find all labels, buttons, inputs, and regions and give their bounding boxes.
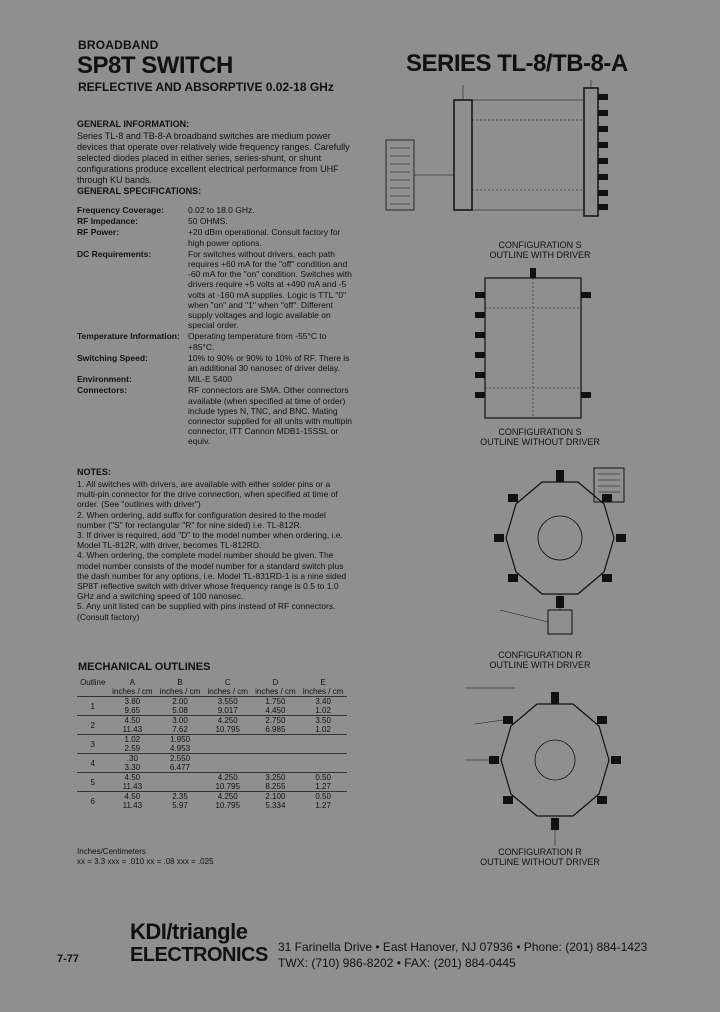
dimension-cell xyxy=(252,754,300,773)
dimension-cm: 1.02 xyxy=(315,725,331,734)
company-phone-fax: TWX: (710) 986-8202 • FAX: (201) 884-0445 xyxy=(278,956,516,970)
spec-row xyxy=(77,216,352,226)
dimension-inches: 2.100 xyxy=(265,792,286,801)
dimension-cm: 11.43 xyxy=(122,801,143,810)
spec-row xyxy=(77,227,352,247)
dimension-cm: 6.477 xyxy=(170,763,191,772)
table-row xyxy=(77,697,347,716)
spec-value: MIL-E 5400 xyxy=(188,374,232,385)
dimension-cm xyxy=(254,763,298,772)
dimension-cm: 5.08 xyxy=(172,706,188,715)
dimension-cm: 4.953 xyxy=(170,744,191,753)
spec-value: +20 dBm operational. Consult factory for high power options. xyxy=(188,227,341,248)
spec-value: 10% to 90% or 90% to 10% of RF. There is an additional 30 nanosec of driver delay. xyxy=(188,352,350,374)
spec-row xyxy=(77,331,352,351)
dimension-inches: 1.02 xyxy=(124,735,141,744)
tolerance-values: xx = 3.3 xxx = .010 xx = .08 xxx = .025 xyxy=(77,857,214,866)
outline-number: 1 xyxy=(77,697,108,716)
dimension-cell xyxy=(299,735,347,754)
outline-number: 6 xyxy=(77,792,108,811)
dimension-inches: 4.250 xyxy=(217,792,238,801)
general-specifications-heading: GENERAL SPECIFICATIONS: xyxy=(77,186,202,196)
dimension-cm: 10.795 xyxy=(215,801,240,810)
note-item: 1. All switches with drivers, are available with either solder pins or a multi-pin connector for the drive connection, when specified at time of order. (See "outlines with driver") xyxy=(77,479,338,510)
dimension-cell xyxy=(156,697,204,716)
dimension-cell xyxy=(204,773,252,792)
dimension-inches: 3.50 xyxy=(315,716,331,725)
dimension-cell xyxy=(108,735,156,754)
dimension-inches: 4.50 xyxy=(124,716,141,725)
dimension-cell xyxy=(156,716,204,735)
dimension-cell xyxy=(252,773,300,792)
dimension-cm xyxy=(206,744,250,753)
outline-number: 4 xyxy=(77,754,108,773)
dimension-inches: 3.00 xyxy=(172,716,188,725)
dimension-inches: .30 xyxy=(126,754,138,763)
dimension-inches xyxy=(301,754,345,763)
dimension-inches xyxy=(254,754,298,763)
dimension-cell xyxy=(252,716,300,735)
config-s-nodriver-drawing xyxy=(445,268,625,428)
dimension-inches: 2.750 xyxy=(265,716,286,725)
spec-value: 0.02 to 18.0 GHz. xyxy=(188,205,255,215)
dimension-cm: 5.334 xyxy=(265,801,286,810)
general-information xyxy=(77,119,352,186)
config-r-driver-caption: CONFIGURATION R OUTLINE WITH DRIVER xyxy=(489,650,591,670)
dimension-inches xyxy=(158,773,202,782)
mechanical-outlines-heading: MECHANICAL OUTLINES xyxy=(78,661,211,673)
dimension-cell xyxy=(252,697,300,716)
spec-row xyxy=(77,249,352,331)
page-subtitle: REFLECTIVE AND ABSORPTIVE 0.02-18 GHz xyxy=(78,80,334,94)
general-specifications xyxy=(77,205,352,448)
page-title: SP8T SWITCH xyxy=(77,52,233,79)
dimension-cm: 11.43 xyxy=(122,725,143,734)
config-r-driver-drawing xyxy=(470,460,650,650)
table-header-row xyxy=(77,678,347,687)
dimension-inches: 2.35 xyxy=(172,792,188,801)
config-s-driver-caption: CONFIGURATION S OUTLINE WITH DRIVER xyxy=(489,240,591,260)
dimension-cell xyxy=(108,754,156,773)
dimension-inches xyxy=(206,735,250,744)
unit-header xyxy=(77,687,108,697)
general-information-text: Series TL-8 and TB-8-A broadband switches are medium power devices that operate over relatively wide frequency ranges. Carefully selected diodes placed in either series, series-shunt, or shunt configurations produce excellent electrical performance from UHF through KU bands. xyxy=(77,131,350,185)
dimension-inches: 4.250 xyxy=(217,716,238,725)
dimension-inches: 3.80 xyxy=(124,697,141,706)
dimension-cm: 3.30 xyxy=(124,763,141,772)
dimension-inches: 3.250 xyxy=(265,773,286,782)
spec-value: RF connectors are SMA. Other connectors available (when specified at time of order) include types N, TNC, and BNC. Mating connector supplied for all units with multipin connector, ITT Cannon MDB1-15SSL or equiv. xyxy=(188,385,352,447)
dimension-cell xyxy=(156,773,204,792)
note-item: 3. If driver is required, add "D" to the model number when ordering, i.e. Model TL-812R, with driver, becomes TL-812RD. xyxy=(77,530,343,551)
spec-value: For switches without drivers, each path requires +60 mA for the "off" condition and -60 mA for the "on" condition. Switches with drivers require +5 volts at +490 mA and -5 volts at -160 mA supplies. Logic is TTL "0" when "on" and "1" when "off". Different supply voltages and logic available on special order. xyxy=(188,248,352,331)
table-body xyxy=(77,697,347,811)
dimension-inches: 4.250 xyxy=(217,773,238,782)
spec-label: Temperature Information: xyxy=(77,331,180,342)
spec-row xyxy=(77,353,352,373)
column-header: B xyxy=(177,678,183,687)
spec-value: Operating temperature from -55°C to +85°C. xyxy=(188,331,327,352)
outline-number: 3 xyxy=(77,735,108,754)
outline-number: 5 xyxy=(77,773,108,792)
unit-header: inches / cm xyxy=(112,687,153,696)
tolerance-heading: Inches/Centimeters xyxy=(77,847,146,856)
dimension-cm: 9.017 xyxy=(217,706,238,715)
dimension-cell xyxy=(108,697,156,716)
category-label: BROADBAND xyxy=(78,38,159,52)
dimension-cm: 10.795 xyxy=(215,782,240,791)
dimension-cell xyxy=(299,773,347,792)
dimension-inches xyxy=(206,754,250,763)
dimension-cm xyxy=(301,744,345,753)
tolerance-note xyxy=(77,847,337,867)
dimension-inches: 2.00 xyxy=(172,697,188,706)
spec-label: Switching Speed: xyxy=(77,352,148,363)
dimension-inches: 4.50 xyxy=(124,773,141,782)
dimension-cm: 4.450 xyxy=(265,706,286,715)
note-item: 2. When ordering, add suffix for configuration desired to the model number ("S" for rectangular "R" for nine sided) i.e. TL-812R. xyxy=(77,509,326,530)
dimension-cm xyxy=(254,744,298,753)
general-information-heading: GENERAL INFORMATION: xyxy=(77,119,190,129)
dimension-inches xyxy=(301,735,345,744)
spec-value: 50 OHMS. xyxy=(188,216,228,227)
dimension-cell xyxy=(252,792,300,811)
dimension-inches xyxy=(254,735,298,744)
company-contact xyxy=(278,939,647,971)
spec-row xyxy=(77,374,352,384)
dimension-cell xyxy=(204,716,252,735)
dimension-cm: 7.62 xyxy=(172,725,188,734)
dimension-cell xyxy=(204,735,252,754)
spec-row xyxy=(77,205,352,215)
dimension-inches: 4.50 xyxy=(124,792,141,801)
mechanical-outlines-table xyxy=(77,678,347,810)
dimension-cm: 6.985 xyxy=(265,725,286,734)
dimension-cm xyxy=(206,763,250,772)
dimension-cell xyxy=(156,735,204,754)
table-row xyxy=(77,735,347,754)
dimension-cell xyxy=(108,773,156,792)
spec-row xyxy=(77,385,352,446)
dimension-cell xyxy=(299,792,347,811)
dimension-cell xyxy=(299,754,347,773)
unit-header: inches / cm xyxy=(207,687,248,696)
column-header: C xyxy=(224,678,231,687)
config-r-nodriver-caption: CONFIGURATION R OUTLINE WITHOUT DRIVER xyxy=(480,847,600,867)
column-header: A xyxy=(129,678,135,687)
dimension-inches: 1.950 xyxy=(170,735,191,744)
dimension-cell xyxy=(156,792,204,811)
unit-header: inches / cm xyxy=(159,687,201,696)
notes-heading: NOTES: xyxy=(77,467,112,477)
logo-bottom-text: ELECTRONICS xyxy=(130,944,268,966)
dimension-inches: 3.550 xyxy=(217,697,238,706)
dimension-cm: 10.795 xyxy=(215,725,240,734)
dimension-cm: 2.59 xyxy=(124,744,141,753)
spec-label: RF Impedance: xyxy=(77,216,138,227)
page-number: 7-77 xyxy=(57,953,80,965)
dimension-cell xyxy=(299,716,347,735)
spec-label: Environment: xyxy=(77,374,132,385)
company-logo xyxy=(130,920,268,966)
config-s-driver-drawing xyxy=(378,80,648,230)
dimension-cell xyxy=(299,697,347,716)
dimension-cm xyxy=(301,763,345,772)
outline-number: 2 xyxy=(77,716,108,735)
spec-label: Frequency Coverage: xyxy=(77,205,164,215)
dimension-cm: 1.02 xyxy=(315,706,331,715)
config-r-nodriver-drawing xyxy=(455,680,655,850)
dimension-cell xyxy=(108,792,156,811)
column-header: Outline xyxy=(80,678,106,687)
dimension-cell xyxy=(204,754,252,773)
table-units-row xyxy=(77,687,347,697)
column-header: E xyxy=(320,678,326,687)
dimension-cell xyxy=(108,716,156,735)
dimension-cm: 9.65 xyxy=(124,706,141,715)
config-s-nodriver-caption: CONFIGURATION S OUTLINE WITHOUT DRIVER xyxy=(480,427,600,447)
spec-label: DC Requirements: xyxy=(77,248,152,259)
dimension-inches: 3.40 xyxy=(315,697,331,706)
dimension-inches: 0.50 xyxy=(315,773,331,782)
dimension-cell xyxy=(252,735,300,754)
spec-label: RF Power: xyxy=(77,227,120,238)
dimension-cm: 5.97 xyxy=(172,801,188,810)
note-item: 4. When ordering, the complete model number should be given. The model number consists of the model number for a standard switch plus the dash number for any options, i.e. Model TL-831RD-1 is a nine sided SP8T reflective switch with driver whose frequency range is 0.5 to 1.0 GHz and a switching speed of 100 nanosec. xyxy=(77,550,347,602)
dimension-cm: 8.255 xyxy=(265,782,286,791)
unit-header: inches / cm xyxy=(255,687,296,696)
spec-label: Connectors: xyxy=(77,385,128,396)
dimension-inches: 2.550 xyxy=(170,754,191,763)
logo-top-text: KDI/triangle xyxy=(130,919,248,944)
dimension-cm: 1.27 xyxy=(315,782,331,791)
table-row xyxy=(77,716,347,735)
table-row xyxy=(77,792,347,811)
dimension-cell xyxy=(156,754,204,773)
note-item: 5. Any unit listed can be supplied with pins instead of RF connectors. (Consult factory) xyxy=(77,601,336,622)
dimension-cm xyxy=(158,782,202,791)
notes xyxy=(77,479,352,622)
dimension-inches: 1.750 xyxy=(265,697,286,706)
dimension-cell xyxy=(204,792,252,811)
series-title: SERIES TL-8/TB-8-A xyxy=(406,50,628,77)
dimension-inches: 0.50 xyxy=(315,792,331,801)
dimension-cm: 11.43 xyxy=(122,782,143,791)
dimension-cell xyxy=(204,697,252,716)
table-row xyxy=(77,754,347,773)
unit-header: inches / cm xyxy=(302,687,344,696)
dimension-cm: 1.27 xyxy=(315,801,331,810)
company-address: 31 Farinella Drive • East Hanover, NJ 07936 • Phone: (201) 884-1423 xyxy=(278,940,648,954)
column-header: D xyxy=(272,678,279,687)
table-row xyxy=(77,773,347,792)
